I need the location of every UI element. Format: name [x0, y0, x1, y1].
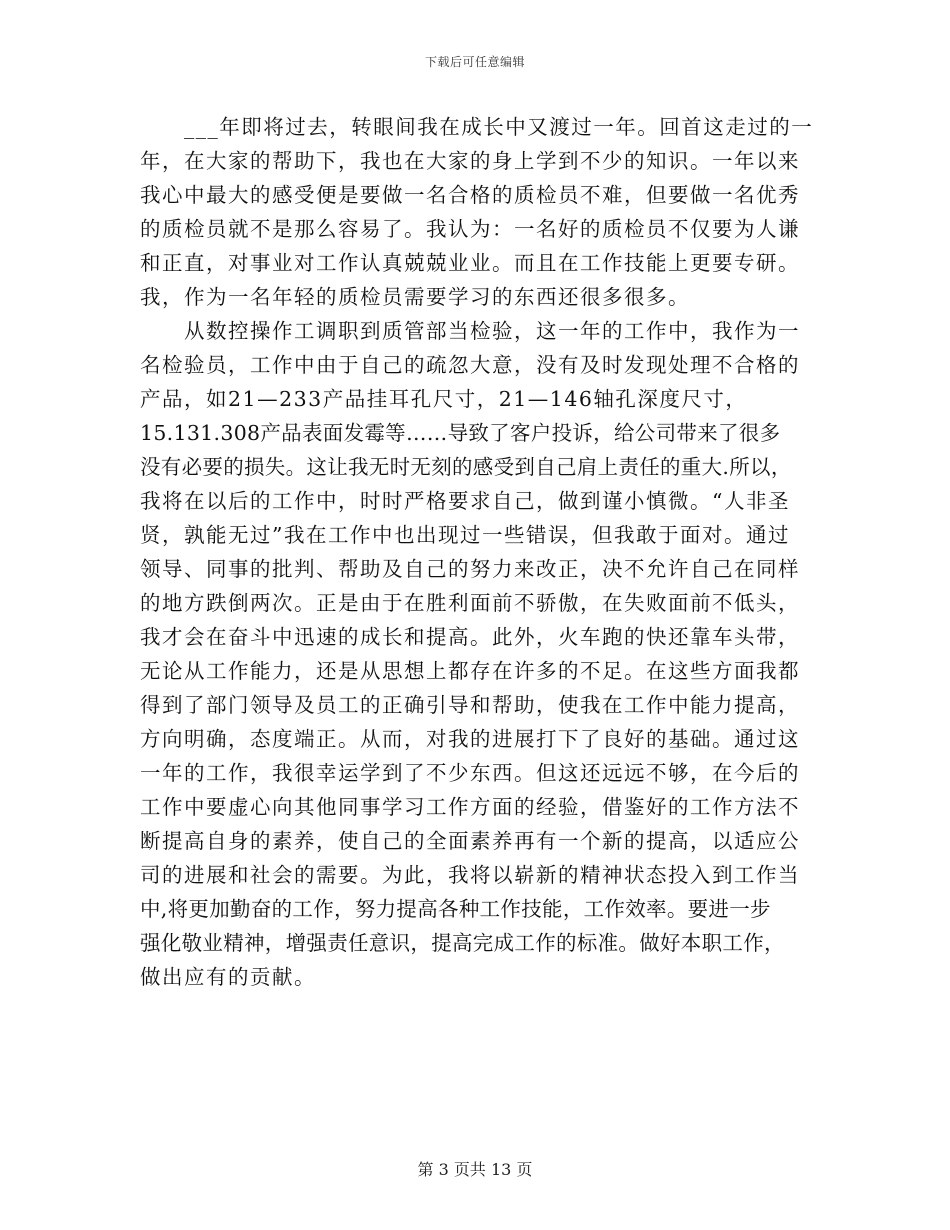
text-line: 名检验员，工作中由于自己的疏忽大意，没有及时发现处理不合格的: [140, 353, 800, 377]
page-header: 下载后可任意编辑: [424, 55, 525, 69]
text-line: 15.131.308产品表面发霉等……导致了客户投诉，给公司带来了很多: [140, 421, 781, 445]
text-line: 的地方跌倒两次。正是由于在胜利面前不骄傲，在失败面前不低头，: [140, 591, 800, 615]
document-body: [140, 110, 820, 994]
text-line: 得到了部门领导及员工的正确引导和帮助，使我在工作中能力提高，: [140, 693, 800, 717]
text-line: 强化敬业精神，增强责任意识，提高完成工作的标准。做好本职工作，: [140, 931, 785, 955]
text-line: 和正直，对事业对工作认真兢兢业业。而且在工作技能上更要专研。: [140, 251, 800, 275]
text-line: 我，作为一名年轻的质检员需要学习的东西还很多很多。: [140, 285, 690, 309]
text-line: ___年即将过去，转眼间我在成长中又渡过一年。回首这走过的一: [184, 115, 814, 139]
text-line: 产品，如21—233产品挂耳孔尺寸，21—146轴孔深度尺寸，: [140, 387, 748, 411]
text-line: 断提高自身的素养，使自己的全面素养再有一个新的提高，以适应公: [140, 829, 800, 853]
text-line: 一年的工作，我很幸运学到了不少东西。但这还远远不够，在今后的: [140, 761, 800, 785]
text-line: 工作中要虚心向其他同事学习工作方面的经验，借鉴好的工作方法不: [140, 795, 800, 819]
text-line: 方向明确，态度端正。从而，对我的进展打下了良好的基础。通过这: [140, 727, 800, 751]
text-line: 贤，孰能无过”我在工作中也出现过一些错误，但我敢于面对。通过: [140, 523, 790, 547]
text-line: 没有必要的损失。这让我无时无刻的感受到自己肩上责任的重大.所以，: [140, 455, 792, 479]
text-line: 司的进展和社会的需要。为此，我将以崭新的精神状态投入到工作当: [140, 863, 800, 887]
text-line: 年，在大家的帮助下，我也在大家的身上学到不少的知识。一年以来: [140, 149, 800, 173]
text-line: 从数控操作工调职到质管部当检验，这一年的工作中，我作为一: [184, 319, 800, 343]
text-line: 我心中最大的感受便是要做一名合格的质检员不难，但要做一名优秀: [140, 183, 800, 207]
text-line: 我将在以后的工作中，时时严格要求自己，做到谨小慎微。“人非圣: [140, 489, 790, 513]
text-line: 做出应有的贡献。: [140, 965, 316, 989]
text-line: 无论从工作能力，还是从思想上都存在许多的不足。在这些方面我都: [140, 659, 800, 683]
page-footer: 第 3 页共 13 页: [417, 1160, 533, 1179]
text-line: 我才会在奋斗中迅速的成长和提高。此外，火车跑的快还靠车头带，: [140, 625, 800, 649]
text-line: 领导、同事的批判、帮助及自己的努力来改正，决不允许自己在同样: [140, 557, 800, 581]
text-line: 中,将更加勤奋的工作，努力提高各种工作技能，工作效率。要进一步: [140, 897, 771, 921]
text-line: 的质检员就不是那么容易了。我认为：一名好的质检员不仅要为人谦: [140, 217, 800, 241]
